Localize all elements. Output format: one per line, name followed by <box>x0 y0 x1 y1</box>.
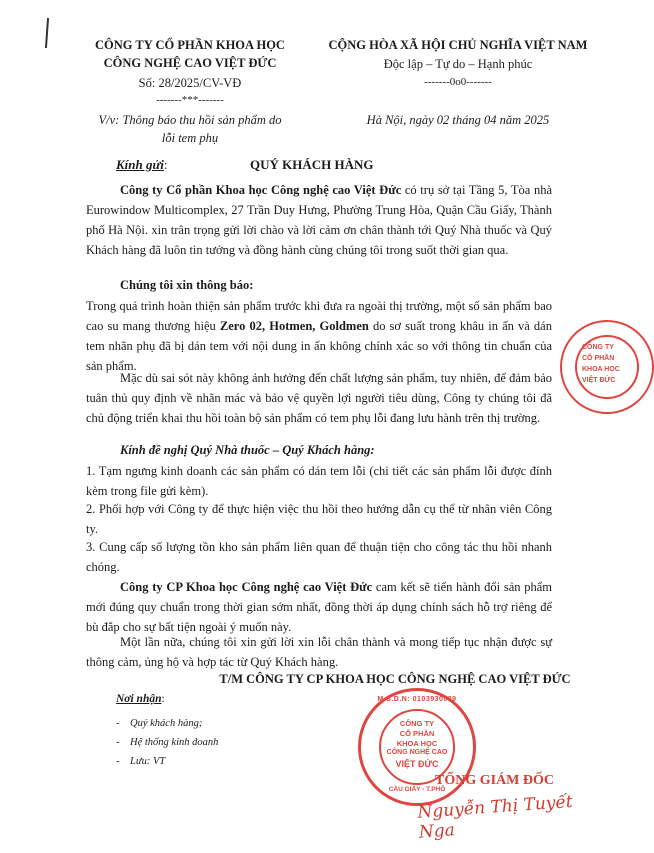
greeting <box>116 157 168 173</box>
stamp-line4: CÔNG NGHỆ CAO <box>386 749 448 756</box>
request-item-2: 2. Phối hợp với Công ty để thực hiện việc thu hồi theo hướng dẫn cụ thể từ nhân viên Công ty. <box>86 502 552 536</box>
side-stamp <box>560 320 654 414</box>
recipients-colon: : <box>161 693 165 705</box>
stamp-number: M.S.D.N: 0103930039 <box>377 696 457 703</box>
document-number: Số: 28/2025/CV-VĐ <box>138 76 242 90</box>
recipients-label-wrap <box>116 693 165 705</box>
intro-text: có trụ sở tại Tầng 5, Tòa nhà Eurowindow Multicomplex, 27 Trần Duy Hưng, Phường Trung Hòa, Quận Cầu Giấy, Thành phố Hà Nội. xin trân trọng gửi lời chào và lời cảm ơn chân thành tới Quý Nhà thuốc và Quý Khách hàng đã luôn tin tưởng và đồng hành cùng chúng tôi trong suốt thời gian qua. <box>86 183 552 257</box>
subject-line1: V/v: Thông báo thu hồi sản phẩm do <box>98 113 282 127</box>
signer-title: TỔNG GIÁM ĐỐC <box>435 773 554 788</box>
notice-brands: Zero 02, Hotmen, Goldmen <box>219 319 369 333</box>
commitment-company: Công ty CP Khoa học Công nghệ cao Việt Đức <box>120 580 373 594</box>
notice-p1-after: do sơ suất trong khâu in ấn và dán tem nhãn phụ đã bị dán tem với nội dung in ấn không chính xác so với thông tin chuẩn của sản phẩm. <box>86 319 552 373</box>
pen-mark <box>45 18 49 48</box>
recipient-item: - Lưu: VT <box>116 756 166 767</box>
stamp-line3: KHOA HỌC <box>396 739 438 748</box>
left-divider: -------***------- <box>156 94 224 106</box>
stamp-bottom: CẦU GIẤY - T.PHỐ <box>388 786 446 793</box>
recipient-item: - Quý khách hàng; <box>116 718 203 729</box>
commitment-paragraph <box>86 577 552 637</box>
company-name-line2: CÔNG NGHỆ CAO VIỆT ĐỨC <box>103 56 277 70</box>
document-date: Hà Nội, ngày 02 tháng 04 năm 2025 <box>366 113 550 127</box>
notice-paragraph-1 <box>86 296 552 376</box>
stamp-line1: CÔNG TY <box>399 719 435 728</box>
company-name-line1: CÔNG TY CỔ PHẦN KHOA HỌC <box>95 38 285 52</box>
stamp-line5: VIỆT ĐỨC <box>395 759 439 769</box>
nation-motto: Độc lập – Tự do – Hạnh phúc <box>383 57 533 71</box>
on-behalf-line: T/M CÔNG TY CP KHOA HỌC CÔNG NGHỆ CAO VIỆT ĐỨC <box>219 672 571 686</box>
subject-line2: lỗi tem phụ <box>161 131 219 145</box>
recipients-list <box>116 714 218 771</box>
request-item-3: 3. Cung cấp số lượng tồn kho sản phẩm liên quan để thuận tiện cho công tác thu hồi nhanh chóng. <box>86 540 552 574</box>
request-item-1: 1. Tạm ngưng kinh doanh các sản phẩm có dán tem lỗi (chi tiết các sản phẩm lỗi được đính kèm trong file gửi kèm). <box>86 464 552 498</box>
recipient-item: - Hệ thống kinh doanh <box>116 737 219 748</box>
notice-heading: Chúng tôi xin thông báo: <box>120 278 254 292</box>
nation-title: CỘNG HÒA XÃ HỘI CHỦ NGHĨA VIỆT NAM <box>328 38 588 52</box>
notice-p1-before: Trong quá trình hoàn thiện sản phẩm trước khi đưa ra ngoài thị trường, một số sản phẩm bao cao su mang thương hiệu <box>86 299 552 333</box>
recipients-label: Nơi nhận <box>116 693 162 705</box>
commitment-text: cam kết sẽ tiến hành đổi sản phẩm mới đúng quy chuẩn trong thời gian sớm nhất, đồng thời áp dụng chính sách hỗ trợ riêng để bù đắp cho sự bất tiện ngoài ý muốn này. <box>86 580 552 634</box>
requests-heading: Kính đề nghị Quý Nhà thuốc – Quý Khách hàng: <box>120 443 375 457</box>
greeting-recipient: QUÝ KHÁCH HÀNG <box>250 157 374 172</box>
signer-name: Nguyễn Thị Tuyết Nga <box>416 791 574 843</box>
stamp-line2: CỔ PHẦN <box>399 729 435 738</box>
notice-paragraph-2: Mặc dù sai sót này không ảnh hưởng đến chất lượng sản phẩm, tuy nhiên, để đảm bảo tuân thủ quy định về nhãn mác và bảo vệ quyền lợi người tiêu dùng, Công ty chúng tôi đã chủ động triển khai thu hồi toàn bộ sản phẩm có tem phụ lỗi đang lưu hành trên thị trường. <box>86 371 552 425</box>
greeting-colon: : <box>163 157 168 172</box>
right-divider: -------0o0------- <box>424 76 492 88</box>
intro-company: Công ty Cổ phần Khoa học Công nghệ cao Việt Đức <box>120 183 402 197</box>
greeting-label: Kính gửi <box>116 157 164 172</box>
side-stamp-text: CÔNG TY CỔ PHẦN KHOA HỌC VIỆT ĐỨC <box>582 344 620 384</box>
intro-paragraph <box>86 180 552 260</box>
closing-paragraph: Một lần nữa, chúng tôi xin gửi lời xin lỗi chân thành và mong tiếp tục nhận được sự thông cảm, ủng hộ và hợp tác từ Quý Khách hàng. <box>86 635 552 669</box>
